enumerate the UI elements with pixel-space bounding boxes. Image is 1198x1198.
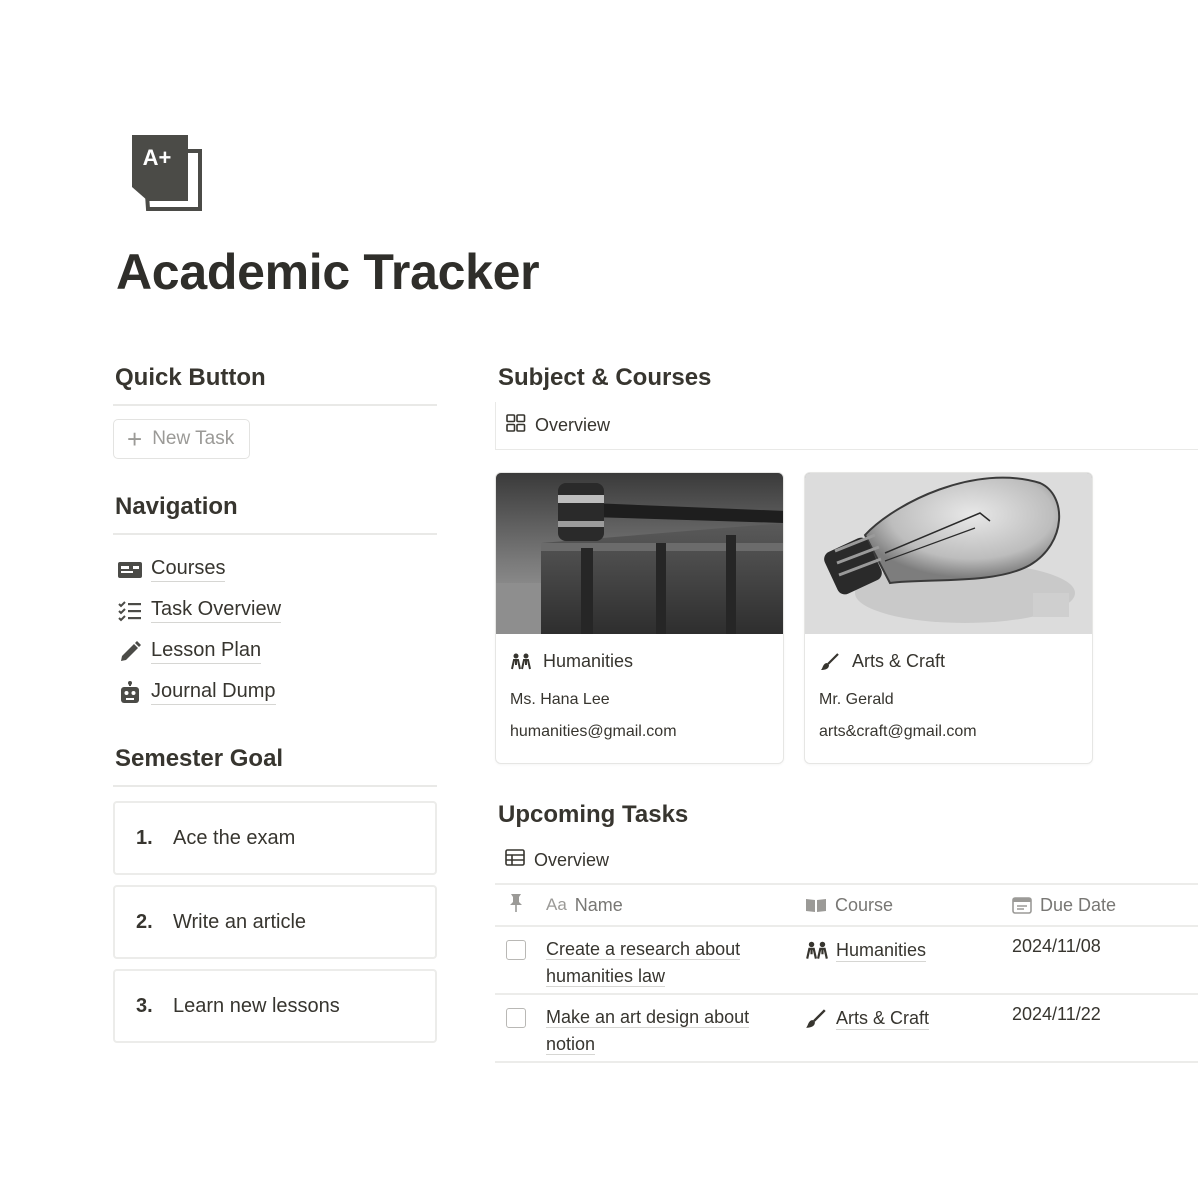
pencil-icon — [116, 640, 144, 664]
card-title — [805, 634, 1092, 672]
course-column-header[interactable] — [799, 895, 1004, 916]
nav-item-task-overview[interactable] — [113, 590, 437, 631]
nav-item-journal-dump[interactable] — [113, 672, 437, 713]
robot-icon — [116, 681, 144, 705]
checklist-icon — [116, 599, 144, 623]
tasks-view-tab[interactable] — [495, 837, 1198, 883]
semester-goal-heading: Semester Goal — [113, 741, 437, 787]
task-name[interactable]: Make an art design about notion — [546, 1007, 750, 1054]
people-icon — [510, 652, 532, 672]
nav-item-lesson-plan[interactable] — [113, 631, 437, 672]
due-date: 2024/11/08 — [1012, 936, 1101, 956]
navigation-section — [113, 489, 437, 713]
checkbox-cell — [495, 1004, 537, 1061]
semester-goal-section — [113, 741, 437, 1043]
quick-button-section — [113, 360, 437, 459]
calendar-icon — [1012, 896, 1032, 914]
tasks-heading: Upcoming Tasks — [498, 801, 689, 828]
goal-text: Learn new lessons — [173, 994, 340, 1017]
task-checkbox[interactable] — [506, 940, 526, 960]
view-label: Overview — [535, 415, 611, 435]
page-title: Academic Tracker — [116, 244, 540, 300]
people-icon — [805, 941, 831, 961]
nav-label: Journal Dump — [151, 680, 276, 705]
nav-label: Lesson Plan — [151, 639, 261, 664]
table-icon — [505, 849, 525, 871]
course-cell[interactable] — [799, 1004, 1004, 1061]
subjects-heading: Subject & Courses — [498, 364, 712, 391]
goal-card[interactable] — [113, 969, 437, 1043]
table-row[interactable] — [495, 927, 1198, 995]
plus-icon: + — [127, 424, 143, 454]
card-email: humanities@gmail.com — [510, 723, 677, 740]
tasks-table — [495, 883, 1198, 1063]
course-link[interactable]: Humanities — [836, 940, 927, 960]
column-label: Due Date — [1040, 894, 1117, 915]
paintbrush-icon — [805, 1009, 831, 1029]
gavel-and-book-photo — [496, 473, 783, 634]
goal-text: Write an article — [173, 910, 307, 933]
lightbulb-sketch — [805, 473, 1092, 634]
right-column — [495, 360, 1198, 1063]
pin-icon — [508, 893, 524, 918]
due-date: 2024/11/22 — [1012, 1004, 1101, 1024]
table-header — [495, 883, 1198, 927]
left-column — [113, 360, 437, 1053]
name-cell[interactable] — [537, 936, 799, 993]
checkbox-cell — [495, 936, 537, 993]
upcoming-tasks-section — [495, 797, 1198, 1063]
goal-card[interactable] — [113, 885, 437, 959]
card-teacher: Mr. Gerald — [819, 691, 894, 708]
nav-label: Task Overview — [151, 598, 281, 623]
subjects-view-tab[interactable] — [495, 402, 1198, 450]
subjects-section — [495, 360, 1198, 764]
subjects-gallery — [495, 472, 1198, 764]
new-task-button[interactable] — [113, 419, 250, 459]
navigation-list — [113, 549, 437, 713]
pin-column-header[interactable] — [495, 893, 537, 918]
paintbrush-icon — [819, 652, 841, 672]
due-date-column-header[interactable] — [1004, 895, 1198, 916]
goal-text: Ace the exam — [173, 826, 296, 849]
goal-number: 3. — [136, 994, 153, 1017]
due-date-cell[interactable] — [1004, 1004, 1198, 1061]
id-card-icon — [116, 558, 144, 582]
task-name[interactable]: Create a research about humanities law — [546, 939, 741, 986]
column-label: Course — [835, 894, 894, 915]
course-cell[interactable] — [799, 936, 1004, 993]
course-card-humanities[interactable] — [495, 472, 784, 764]
card-title — [496, 634, 783, 672]
course-card-arts-craft[interactable] — [804, 472, 1093, 764]
goal-number: 2. — [136, 910, 153, 933]
card-title-label: Arts & Craft — [852, 651, 946, 671]
card-teacher: Ms. Hana Lee — [510, 691, 610, 708]
view-label: Overview — [534, 849, 610, 870]
nav-label: Courses — [151, 557, 225, 582]
name-column-header[interactable] — [537, 895, 799, 916]
card-email: arts&craft@gmail.com — [819, 723, 977, 740]
goal-number: 1. — [136, 826, 153, 849]
a-plus-document-icon[interactable] — [130, 133, 202, 211]
new-task-label: New Task — [152, 428, 235, 449]
gallery-grid-icon — [506, 414, 526, 437]
book-icon — [805, 897, 827, 913]
course-link[interactable]: Arts & Craft — [836, 1008, 930, 1028]
goal-card[interactable] — [113, 801, 437, 875]
nav-item-courses[interactable] — [113, 549, 437, 590]
svg-text:A+: A+ — [142, 145, 172, 170]
task-checkbox[interactable] — [506, 1008, 526, 1028]
name-cell[interactable] — [537, 1004, 799, 1061]
due-date-cell[interactable] — [1004, 936, 1198, 993]
card-title-label: Humanities — [543, 651, 634, 671]
column-label: Name — [574, 894, 623, 915]
navigation-heading: Navigation — [113, 489, 437, 535]
quick-button-heading: Quick Button — [113, 360, 437, 406]
goal-list — [113, 801, 437, 1043]
table-row[interactable] — [495, 995, 1198, 1063]
text-property-icon: Aa — [546, 895, 567, 914]
